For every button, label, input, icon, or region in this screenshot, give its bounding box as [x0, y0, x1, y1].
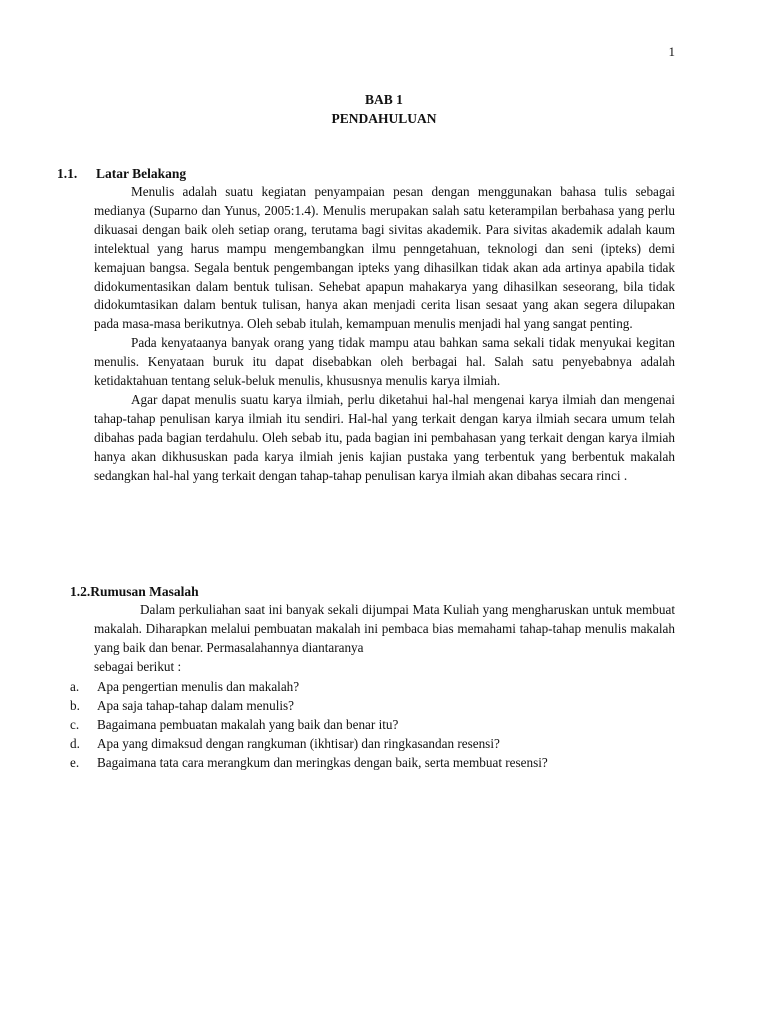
list-letter: b. [70, 698, 80, 713]
section-body-rumusan-masalah [94, 601, 675, 677]
list-letter: a. [70, 679, 80, 694]
section-heading-rumusan-masalah [70, 582, 199, 601]
list-item-text: Bagaimana pembuatan makalah yang baik dan benar itu? [97, 717, 399, 732]
paragraph: Dalam perkuliahan saat ini banyak sekali dijumpai Mata Kuliah yang mengharuskan untuk membuat makalah. Diharapkan melalui pembuatan makalah ini pembaca bias memahami tahap-tahap menulis makalah yang baik dan benar. Permasalahannya diantaranya [94, 602, 675, 655]
page-number: 1 [668, 44, 675, 59]
problem-list [70, 677, 548, 772]
list-lead-line: sebagai berikut : [94, 658, 182, 674]
list-letter: d. [70, 736, 80, 751]
section-title: Latar Belakang [96, 166, 187, 181]
paragraph: Pada kenyataanya banyak orang yang tidak mampu atau bahkan sama sekali tidak menyukai kegitan menulis. Kenyataan buruk itu dapat disebabkan oleh berbagai hal. Salah satu penyebabnya adalah ketidaktahuan tentang seluk-beluk menulis, khususnya menulis karya ilmiah. [94, 335, 675, 389]
list-item [70, 696, 548, 715]
list-item [70, 734, 548, 753]
section-heading-latar-belakang [57, 164, 186, 183]
chapter-label: BAB 1 [365, 92, 403, 107]
list-item [70, 715, 548, 734]
section-number: 1.2. [70, 584, 91, 599]
list-item [70, 677, 548, 696]
list-item-text: Apa yang dimaksud dengan rangkuman (ikhtisar) dan ringkasandan resensi? [97, 736, 500, 751]
paragraph: Agar dapat menulis suatu karya ilmiah, perlu diketahui hal-hal mengenai karya ilmiah dan mengenai tahap-tahap penulisan karya ilmiah itu sendiri. Hal-hal yang terkait dengan karya ilmiah secara umum telah dibahas pada bagian terdahulu. Oleh sebab itu, pada bagian ini pembahasan yang terkait dengan karya ilmiah hanya akan dikhususkan pada karya ilmiah jenis kajian pustaka yang terbentuk yang berbentuk makalah sedangkan hal-hal yang terkait dengan tahap-tahap penulisan karya ilmiah akan dibahas secara rinci . [94, 391, 675, 483]
section-number: 1.1. [57, 166, 78, 181]
paragraph: Menulis adalah suatu kegiatan penyampaian pesan dengan menggunakan bahasa tulis sebagai medianya (Suparno dan Yunus, 2005:1.4). Menulis merupakan salah satu keterampilan berbahasa yang perlu dikuasai dengan baik oleh setiap orang, terutama bagi sivitas akademik. Para sivitas akademik adalah kaum intelektual yang harus mampu mengembangkan ilmu penngetahuan, teknologi dan seni (ipteks) demi kemajuan bangsa. Segala bentuk pengembangan ipteks yang dihasilkan tidak akan ada artinya apabila tidak didokumentasikan dalam bentuk tulisan. Sehebat apapun mahakarya yang dihasilkan seseorang, bila tidak didokumtasikan dalam bentuk tulisan, hanya akan menjadi cerita lisan sesaat yang akan segera dilupakan pada masa-masa berikutnya. Oleh sebab itulah, kemampuan menulis menjadi hal yang sangat penting. [94, 184, 675, 332]
list-letter: c. [70, 717, 80, 732]
list-item-text: Apa pengertian menulis dan makalah? [97, 679, 300, 694]
list-item-text: Apa saja tahap-tahap dalam menulis? [97, 698, 295, 713]
list-item-text: Bagaimana tata cara merangkum dan meringkas dengan baik, serta membuat resensi? [97, 755, 548, 770]
chapter-heading [0, 90, 768, 128]
list-item [70, 753, 548, 772]
section-title: Rumusan Masalah [90, 584, 199, 599]
list-letter: e. [70, 755, 80, 770]
section-body-latar-belakang [94, 183, 675, 486]
chapter-title: PENDAHULUAN [331, 111, 437, 126]
